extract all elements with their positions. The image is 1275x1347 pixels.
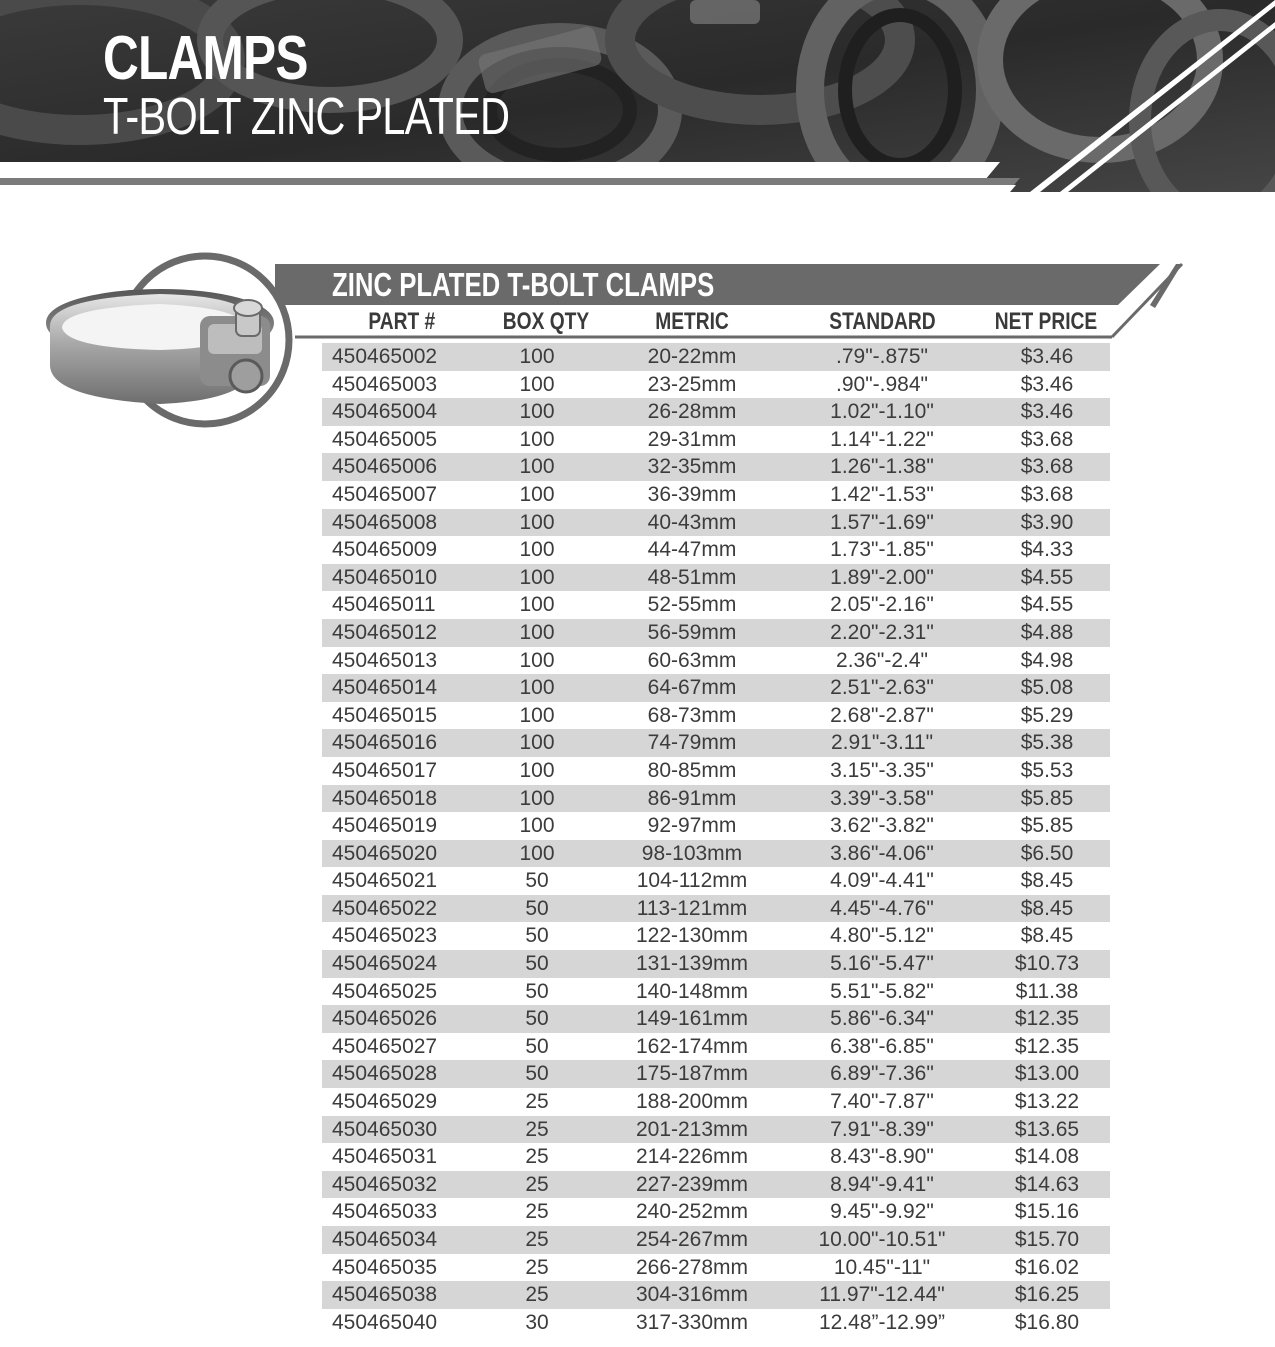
metric-size-cell: 26-28mm (647, 400, 737, 424)
box-qty-cell: 50 (525, 1007, 549, 1031)
standard-size-cell: 4.45"-4.76" (830, 896, 934, 920)
metric-size-cell: 32-35mm (647, 455, 737, 479)
metric-size-cell: 68-73mm (647, 703, 737, 727)
part-number-cell: 450465015 (332, 703, 438, 727)
metric-size-cell: 92-97mm (647, 814, 737, 838)
header-banner (0, 0, 1275, 192)
column-header-net-price: NET PRICE (994, 308, 1098, 335)
part-number-cell: 450465005 (332, 427, 438, 451)
net-price-cell: $5.85 (1020, 786, 1074, 810)
net-price-cell: $3.68 (1020, 482, 1074, 506)
metric-size-cell: 140-148mm (635, 979, 749, 1003)
standard-size-cell: 2.05"-2.16" (830, 593, 934, 617)
metric-size-cell: 29-31mm (647, 427, 737, 451)
metric-size-cell: 52-55mm (647, 593, 737, 617)
part-number-cell: 450465040 (332, 1310, 438, 1334)
part-number-cell: 450465031 (332, 1145, 438, 1169)
metric-size-cell: 98-103mm (641, 841, 743, 865)
part-number-cell: 450465032 (332, 1172, 438, 1196)
net-price-cell: $3.68 (1020, 455, 1074, 479)
part-number-cell: 450465028 (332, 1062, 438, 1086)
standard-size-cell: 3.39"-3.58" (830, 786, 934, 810)
standard-size-cell: 1.26"-1.38" (830, 455, 934, 479)
table-row (322, 1033, 1110, 1061)
box-qty-cell: 100 (519, 758, 555, 782)
table-row (322, 591, 1110, 619)
standard-size-cell: 1.42"-1.53" (830, 482, 934, 506)
box-qty-cell: 25 (525, 1228, 549, 1251)
net-price-cell: $4.98 (1020, 648, 1074, 672)
column-header-metric: METRIC (655, 308, 729, 335)
metric-size-cell: 80-85mm (647, 758, 737, 782)
box-qty-cell: 25 (525, 1283, 549, 1307)
box-qty-cell: 50 (525, 896, 549, 920)
table-row (322, 840, 1110, 868)
table-row (322, 895, 1110, 923)
metric-size-cell: 44-47mm (647, 538, 737, 562)
standard-size-cell: 9.45"-9.92" (830, 1200, 934, 1224)
box-qty-cell: 100 (519, 427, 555, 451)
net-price-cell: $13.22 (1014, 1090, 1080, 1114)
net-price-cell: $3.90 (1020, 510, 1074, 534)
standard-size-cell: 4.80"-5.12" (830, 924, 934, 948)
box-qty-cell: 100 (519, 400, 555, 424)
part-number-cell: 450465030 (332, 1117, 438, 1141)
standard-size-cell: 5.86"-6.34" (830, 1007, 934, 1031)
metric-size-cell: 86-91mm (647, 786, 737, 810)
box-qty-cell: 100 (519, 703, 555, 727)
part-number-cell: 450465021 (332, 869, 438, 893)
part-number-cell: 450465007 (332, 482, 438, 506)
metric-size-cell: 48-51mm (647, 565, 737, 589)
table-row (322, 1060, 1110, 1088)
t-bolt-clamp-image (40, 278, 290, 428)
net-price-cell: $4.55 (1020, 565, 1074, 589)
net-price-cell: $3.46 (1020, 372, 1074, 396)
metric-size-cell: 36-39mm (647, 482, 737, 506)
box-qty-cell: 100 (519, 814, 555, 838)
box-qty-cell: 100 (519, 620, 555, 644)
standard-size-cell: 6.38"-6.85" (830, 1034, 934, 1058)
net-price-cell: $3.46 (1020, 400, 1074, 424)
metric-size-cell: 122-130mm (635, 924, 749, 948)
box-qty-cell: 50 (525, 1034, 549, 1058)
column-header-box-qty: BOX QTY (502, 308, 590, 335)
net-price-cell: $5.29 (1020, 703, 1074, 727)
net-price-cell: $15.70 (1014, 1228, 1080, 1251)
standard-size-cell: 8.43"-8.90" (830, 1145, 934, 1169)
table-row (322, 1005, 1110, 1033)
box-qty-cell: 25 (525, 1117, 549, 1141)
table-row (322, 812, 1110, 840)
table-row (322, 1143, 1110, 1171)
net-price-cell: $12.35 (1014, 1034, 1080, 1058)
box-qty-cell: 100 (519, 565, 555, 589)
part-number-cell: 450465024 (332, 952, 438, 976)
net-price-cell: $16.02 (1014, 1255, 1080, 1279)
metric-size-cell: 317-330mm (635, 1310, 749, 1334)
table-row (322, 1171, 1110, 1199)
metric-size-cell: 266-278mm (635, 1255, 749, 1279)
standard-size-cell: 2.91"-3.11" (830, 731, 934, 755)
part-number-cell: 450465026 (332, 1007, 438, 1031)
table-row (322, 702, 1110, 730)
part-number-cell: 450465008 (332, 510, 438, 534)
part-number-cell: 450465013 (332, 648, 438, 672)
box-qty-cell: 25 (525, 1090, 549, 1114)
metric-size-cell: 227-239mm (635, 1172, 749, 1196)
box-qty-cell: 100 (519, 841, 555, 865)
net-price-cell: $6.50 (1020, 841, 1074, 865)
metric-size-cell: 56-59mm (647, 620, 737, 644)
standard-size-cell: 10.00"-10.51" (818, 1228, 946, 1251)
net-price-cell: $15.16 (1014, 1200, 1080, 1224)
standard-size-cell: .79"-.875" (836, 345, 928, 368)
column-header-part: PART # (368, 308, 436, 335)
metric-size-cell: 240-252mm (635, 1200, 749, 1224)
standard-size-cell: 1.14"-1.22" (830, 427, 934, 451)
box-qty-cell: 50 (525, 869, 549, 893)
part-number-cell: 450465027 (332, 1034, 438, 1058)
table-row (322, 509, 1110, 537)
net-price-cell: $14.63 (1014, 1172, 1080, 1196)
standard-size-cell: 5.51"-5.82" (830, 979, 934, 1003)
metric-size-cell: 40-43mm (647, 510, 737, 534)
table-row (322, 785, 1110, 813)
standard-size-cell: 2.36"-2.4" (836, 648, 928, 672)
table-row (322, 757, 1110, 785)
box-qty-cell: 25 (525, 1255, 549, 1279)
part-number-cell: 450465010 (332, 565, 438, 589)
box-qty-cell: 100 (519, 455, 555, 479)
table-row (322, 1116, 1110, 1144)
standard-size-cell: 12.48”-12.99” (818, 1310, 946, 1334)
net-price-cell: $16.80 (1014, 1310, 1080, 1334)
section-title: ZINC PLATED T-BOLT CLAMPS (332, 266, 715, 303)
price-table-body (322, 343, 1110, 1336)
table-row (322, 729, 1110, 757)
part-number-cell: 450465035 (332, 1255, 438, 1279)
net-price-cell: $11.38 (1015, 979, 1079, 1003)
standard-size-cell: 3.15"-3.35" (830, 758, 934, 782)
standard-size-cell: 10.45"-11" (833, 1255, 931, 1279)
box-qty-cell: 100 (519, 510, 555, 534)
metric-size-cell: 113-121mm (636, 896, 748, 920)
table-row (322, 950, 1110, 978)
metric-size-cell: 64-67mm (647, 676, 737, 700)
standard-size-cell: 3.62"-3.82" (830, 814, 934, 838)
box-qty-cell: 100 (519, 345, 555, 368)
part-number-cell: 450465011 (332, 593, 436, 617)
table-row (322, 453, 1110, 481)
net-price-cell: $5.38 (1020, 731, 1074, 755)
net-price-cell: $8.45 (1020, 869, 1074, 893)
table-row (322, 536, 1110, 564)
box-qty-cell: 100 (519, 538, 555, 562)
box-qty-cell: 50 (525, 1062, 549, 1086)
box-qty-cell: 50 (525, 924, 549, 948)
standard-size-cell: 1.89"-2.00" (830, 565, 934, 589)
net-price-cell: $3.68 (1020, 427, 1074, 451)
table-row (322, 867, 1110, 895)
table-header-row (320, 308, 1110, 336)
part-number-cell: 450465012 (332, 620, 438, 644)
table-row (322, 1088, 1110, 1116)
net-price-cell: $14.08 (1014, 1145, 1080, 1169)
table-row (322, 1198, 1110, 1226)
table-row (322, 619, 1110, 647)
part-number-cell: 450465033 (332, 1200, 438, 1224)
net-price-cell: $4.88 (1020, 620, 1074, 644)
table-row (322, 647, 1110, 675)
box-qty-cell: 100 (519, 786, 555, 810)
metric-size-cell: 104-112mm (636, 869, 748, 893)
part-number-cell: 450465029 (332, 1090, 438, 1114)
net-price-cell: $13.65 (1014, 1117, 1080, 1141)
standard-size-cell: .90"-.984" (836, 372, 928, 396)
net-price-cell: $4.33 (1020, 538, 1074, 562)
box-qty-cell: 50 (525, 979, 549, 1003)
net-price-cell: $5.53 (1020, 758, 1074, 782)
part-number-cell: 450465004 (332, 400, 438, 424)
table-row (322, 922, 1110, 950)
part-number-cell: 450465023 (332, 924, 438, 948)
table-row (322, 674, 1110, 702)
net-price-cell: $3.46 (1020, 345, 1074, 368)
standard-size-cell: 4.09"-4.41" (830, 869, 934, 893)
net-price-cell: $8.45 (1020, 924, 1074, 948)
part-number-cell: 450465020 (332, 841, 438, 865)
net-price-cell: $10.73 (1014, 952, 1080, 976)
table-row (322, 398, 1110, 426)
standard-size-cell: 7.91"-8.39" (830, 1117, 934, 1141)
box-qty-cell: 100 (519, 372, 555, 396)
standard-size-cell: 1.02"-1.10" (830, 400, 934, 424)
table-row (322, 564, 1110, 592)
table-row (322, 426, 1110, 454)
standard-size-cell: 6.89"-7.36" (830, 1062, 934, 1086)
part-number-cell: 450465017 (332, 758, 438, 782)
page-subtitle: T-BOLT ZINC PLATED (103, 88, 510, 146)
standard-size-cell: 2.68"-2.87" (830, 703, 934, 727)
box-qty-cell: 30 (525, 1310, 549, 1334)
metric-size-cell: 304-316mm (635, 1283, 749, 1307)
net-price-cell: $12.35 (1014, 1007, 1080, 1031)
standard-size-cell: 2.20"-2.31" (830, 620, 934, 644)
metric-size-cell: 188-200mm (635, 1090, 749, 1114)
metric-size-cell: 214-226mm (635, 1145, 749, 1169)
metric-size-cell: 254-267mm (635, 1228, 749, 1251)
part-number-cell: 450465014 (332, 676, 438, 700)
box-qty-cell: 100 (519, 593, 555, 617)
table-row (322, 978, 1110, 1006)
part-number-cell: 450465038 (332, 1283, 438, 1307)
metric-size-cell: 175-187mm (635, 1062, 749, 1086)
net-price-cell: $4.55 (1020, 593, 1074, 617)
standard-size-cell: 7.40"-7.87" (830, 1090, 934, 1114)
standard-size-cell: 11.97"-12.44" (819, 1283, 945, 1307)
metric-size-cell: 74-79mm (647, 731, 737, 755)
metric-size-cell: 23-25mm (647, 372, 737, 396)
box-qty-cell: 50 (525, 952, 549, 976)
table-row (322, 1226, 1110, 1254)
net-price-cell: $13.00 (1014, 1062, 1080, 1086)
standard-size-cell: 3.86"-4.06" (830, 841, 934, 865)
box-qty-cell: 25 (525, 1172, 549, 1196)
box-qty-cell: 100 (519, 648, 555, 672)
standard-size-cell: 8.94"-9.41" (830, 1172, 934, 1196)
box-qty-cell: 100 (519, 731, 555, 755)
part-number-cell: 450465022 (332, 896, 438, 920)
page-title: CLAMPS (103, 24, 308, 93)
column-header-standard: STANDARD (828, 308, 936, 335)
part-number-cell: 450465025 (332, 979, 438, 1003)
table-row (322, 343, 1110, 371)
part-number-cell: 450465002 (332, 345, 438, 368)
metric-size-cell: 162-174mm (635, 1034, 749, 1058)
part-number-cell: 450465019 (332, 814, 438, 838)
part-number-cell: 450465006 (332, 455, 438, 479)
table-row (322, 1281, 1110, 1309)
metric-size-cell: 201-213mm (635, 1117, 749, 1141)
metric-size-cell: 60-63mm (647, 648, 737, 672)
net-price-cell: $5.85 (1020, 814, 1074, 838)
box-qty-cell: 100 (519, 676, 555, 700)
standard-size-cell: 1.57"-1.69" (830, 510, 934, 534)
standard-size-cell: 1.73"-1.85" (830, 538, 934, 562)
standard-size-cell: 5.16"-5.47" (830, 952, 934, 976)
part-number-cell: 450465034 (332, 1228, 438, 1251)
part-number-cell: 450465003 (332, 372, 438, 396)
net-price-cell: $8.45 (1020, 896, 1074, 920)
part-number-cell: 450465018 (332, 786, 438, 810)
box-qty-cell: 25 (525, 1200, 549, 1224)
table-row (322, 371, 1110, 399)
table-row (322, 1309, 1110, 1337)
box-qty-cell: 25 (525, 1145, 549, 1169)
metric-size-cell: 149-161mm (635, 1007, 749, 1031)
metric-size-cell: 20-22mm (647, 345, 737, 368)
part-number-cell: 450465009 (332, 538, 438, 562)
box-qty-cell: 100 (519, 482, 555, 506)
net-price-cell: $16.25 (1014, 1283, 1080, 1307)
table-row (322, 1254, 1110, 1282)
metric-size-cell: 131-139mm (635, 952, 749, 976)
standard-size-cell: 2.51"-2.63" (830, 676, 934, 700)
table-row (322, 481, 1110, 509)
net-price-cell: $5.08 (1020, 676, 1074, 700)
part-number-cell: 450465016 (332, 731, 438, 755)
